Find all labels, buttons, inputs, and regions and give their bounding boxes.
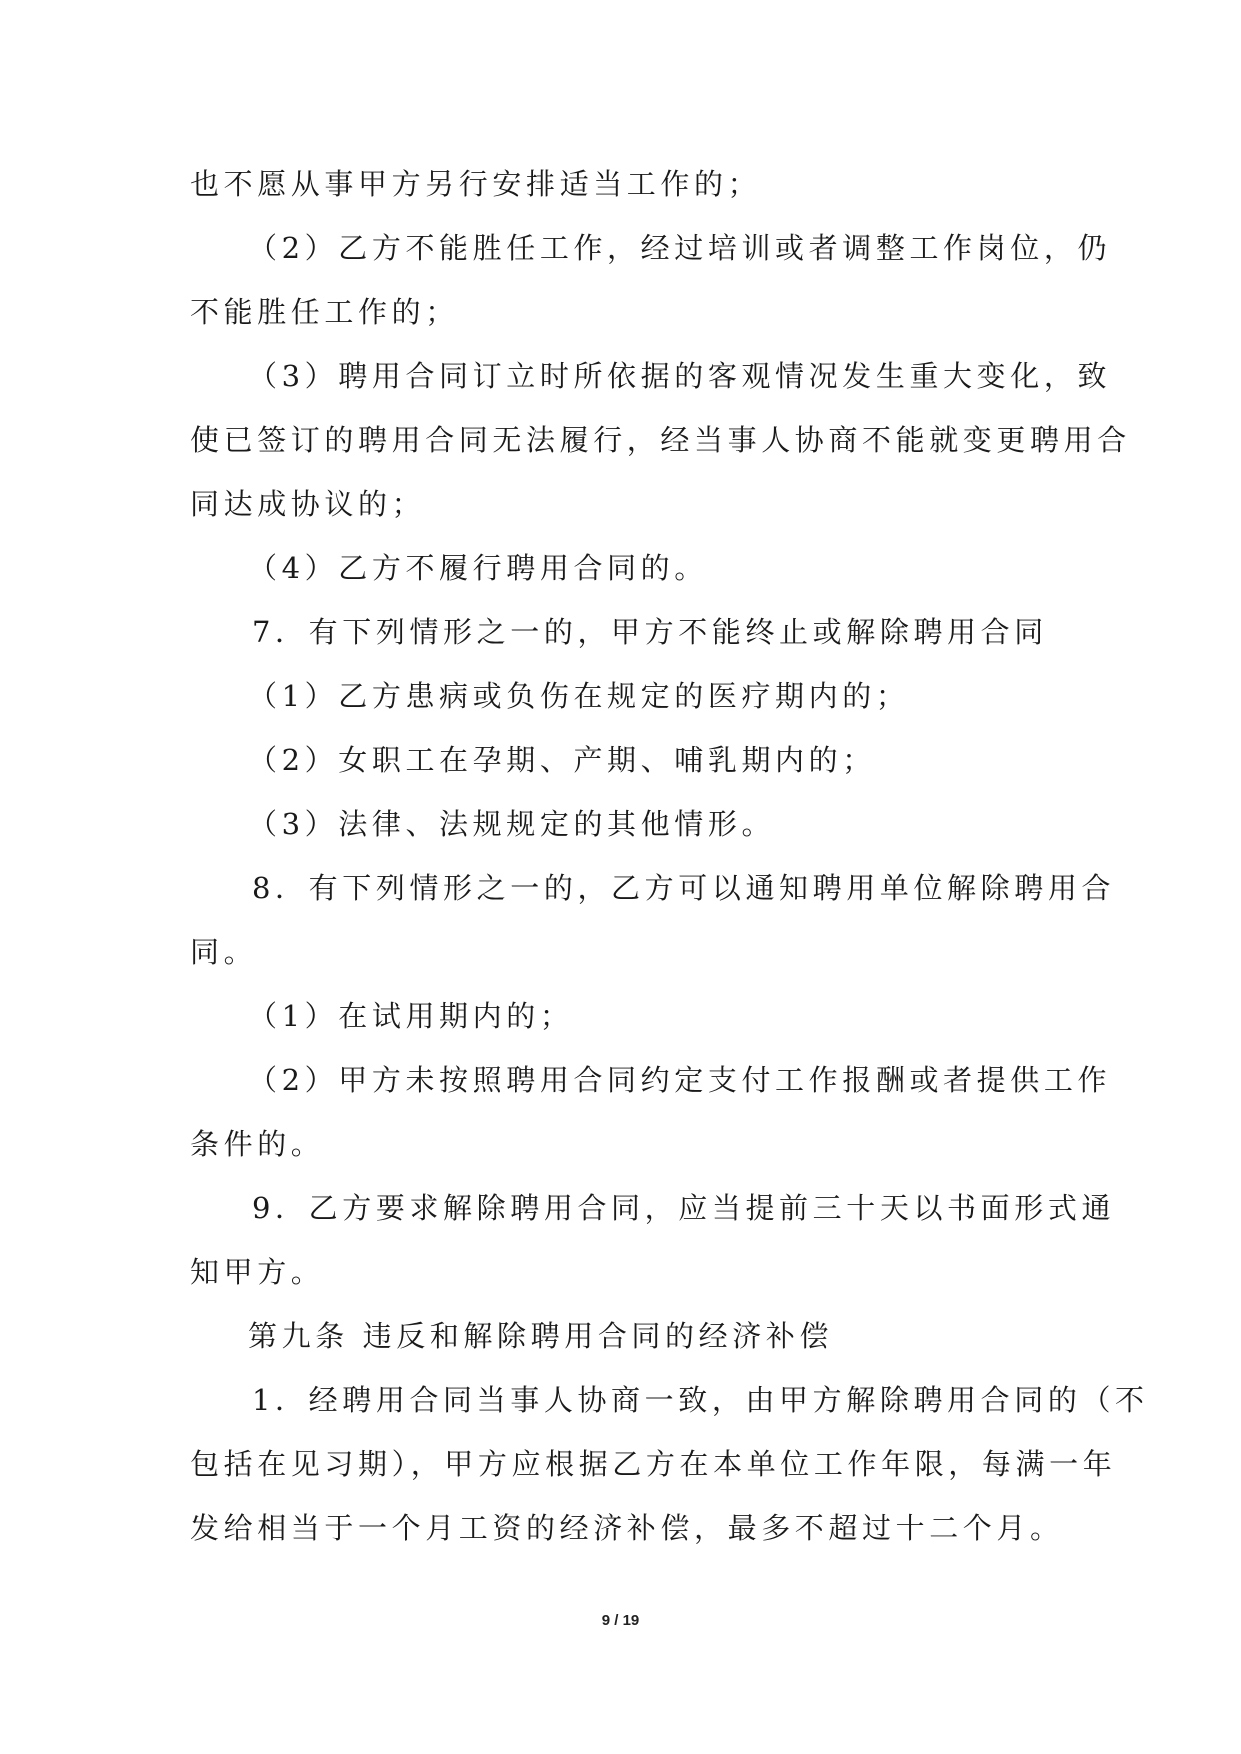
text-line: 1．经聘用合同当事人协商一致，由甲方解除聘用合同的（不: [252, 1383, 1149, 1417]
text-line: 包括在见习期），甲方应根据乙方在本单位工作年限，每满一年: [190, 1447, 1117, 1481]
text-line: 使已签订的聘用合同无法履行，经当事人协商不能就变更聘用合: [190, 423, 1131, 457]
text-line: 条件的。: [190, 1127, 325, 1161]
text-line: 也不愿从事甲方另行安排适当工作的；: [190, 167, 762, 201]
document-body: [190, 152, 1149, 1560]
text-line: 发给相当于一个月工资的经济补偿，最多不超过十二个月。: [190, 1511, 1064, 1545]
text-line: 同达成协议的；: [190, 487, 426, 521]
text-line: 9．乙方要求解除聘用合同，应当提前三十天以书面形式通: [252, 1191, 1116, 1225]
page-number: 9 / 19: [601, 1612, 640, 1629]
text-line: （1）乙方患病或负伤在规定的医疗期内的；: [248, 679, 910, 713]
text-line: （3）聘用合同订立时所依据的客观情况发生重大变化，致: [248, 359, 1112, 393]
section-heading: 第九条 违反和解除聘用合同的经济补偿: [248, 1319, 834, 1353]
text-line: （2）甲方未按照聘用合同约定支付工作报酬或者提供工作: [248, 1063, 1112, 1097]
text-line: 知甲方。: [190, 1255, 325, 1289]
text-line: （3）法律、法规规定的其他情形。: [248, 807, 776, 841]
text-line: 8．有下列情形之一的，乙方可以通知聘用单位解除聘用合: [252, 871, 1116, 905]
text-line: 7．有下列情形之一的，甲方不能终止或解除聘用合同: [252, 615, 1048, 649]
text-line: （2）乙方不能胜任工作，经过培训或者调整工作岗位，仍: [248, 231, 1112, 265]
text-line: （4）乙方不履行聘用合同的。: [248, 551, 708, 585]
text-line: （1）在试用期内的；: [248, 999, 574, 1033]
text-line: 同。: [190, 935, 258, 969]
text-line: 不能胜任工作的；: [190, 295, 459, 329]
text-line: （2）女职工在孕期、产期、哺乳期内的；: [248, 743, 876, 777]
